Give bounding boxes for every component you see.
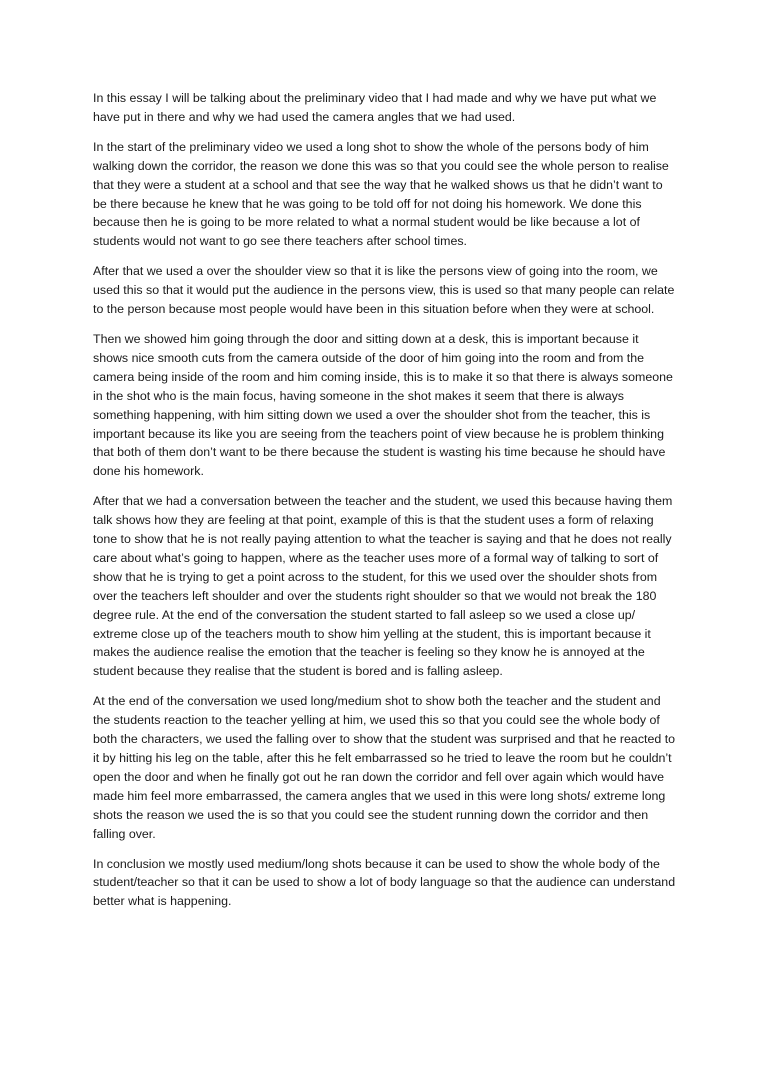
paragraph-conclusion: In conclusion we mostly used medium/long shots because it can be used to show the whole body of the student/teacher so that it can be used to show a lot of body language so that the audience can understand better what is happening. [93,856,676,909]
essay-body [93,89,677,922]
paragraph-intro: In this essay I will be talking about the preliminary video that I had made and why we have put what we have put in there and why we had used the camera angles that we had used. [93,91,657,124]
paragraph-over-the-shoulder: After that we used a over the shoulder view so that it is like the persons view of going into the room, we used this so that it would put the audience in the persons view, this is used so that many people can relate to the person because most people would have been in this situation before when they were at school. [93,264,675,317]
paragraph-long-shot: In the start of the preliminary video we used a long shot to show the whole of the persons body of him walking down the corridor, the reason we done this was so that you could see the whole person to realise that they were a student at a school and that see the way that he walked shows us that he didn’t want to be there because he knew that he was going to be told off for not doing his homework. We done this because then he is going to be more related to what a normal student would be like because a lot of students would not want to go see there teachers after school times. [93,139,669,249]
paragraph-door-and-desk: Then we showed him going through the door and sitting down at a desk, this is important because it shows nice smooth cuts from the camera outside of the door of him going into the room and from the camera being inside of the room and him coming inside, this is to make it so that there is always someone in the shot who is the main focus, having someone in the shot makes it seem that there is always something happening, with him sitting down we used a over the shoulder shot from the teacher, this is important because its like you are seeing from the teachers point of view because he is problem thinking that both of them don’t want to be there because the student is wasting his time because he should have done his homework. [93,331,673,479]
paragraph-conversation: After that we had a conversation between the teacher and the student, we used this because having them talk shows how they are feeling at that point, example of this is that the student uses a form of relaxing tone to show that he is not really paying attention to what the teacher is saying and that he does not really care about what’s going to happen, where as the teacher uses more of a formal way of talking to sort of show that he is trying to get a point across to the student, for this we used over the shoulder shots from over the teachers left shoulder and over the students right shoulder so that we would not break the 180 degree rule. At the end of the conversation the student started to fall asleep so we used a close up/ extreme close up of the teachers mouth to show him yelling at the student, this is important because it makes the audience realise the emotion that the teacher is feeling so they know he is annoyed at the student because they realise that the student is bored and is falling asleep. [93,494,673,679]
paragraph-end-of-conversation: At the end of the conversation we used long/medium shot to show both the teacher and the student and the students reaction to the teacher yelling at him, we used this so that you could see the whole body of both the characters, we used the falling over to show that the student was surprised and that he reacted to it by hitting his leg on the table, after this he felt embarrassed so he tried to leave the room but he couldn’t open the door and when he finally got out he ran down the corridor and fell over again which would have made him feel more embarrassed, the camera angles that we used in this were long shots/ extreme long shots the reason we used the is so that you could see the student running down the corridor and then falling over. [93,694,676,841]
